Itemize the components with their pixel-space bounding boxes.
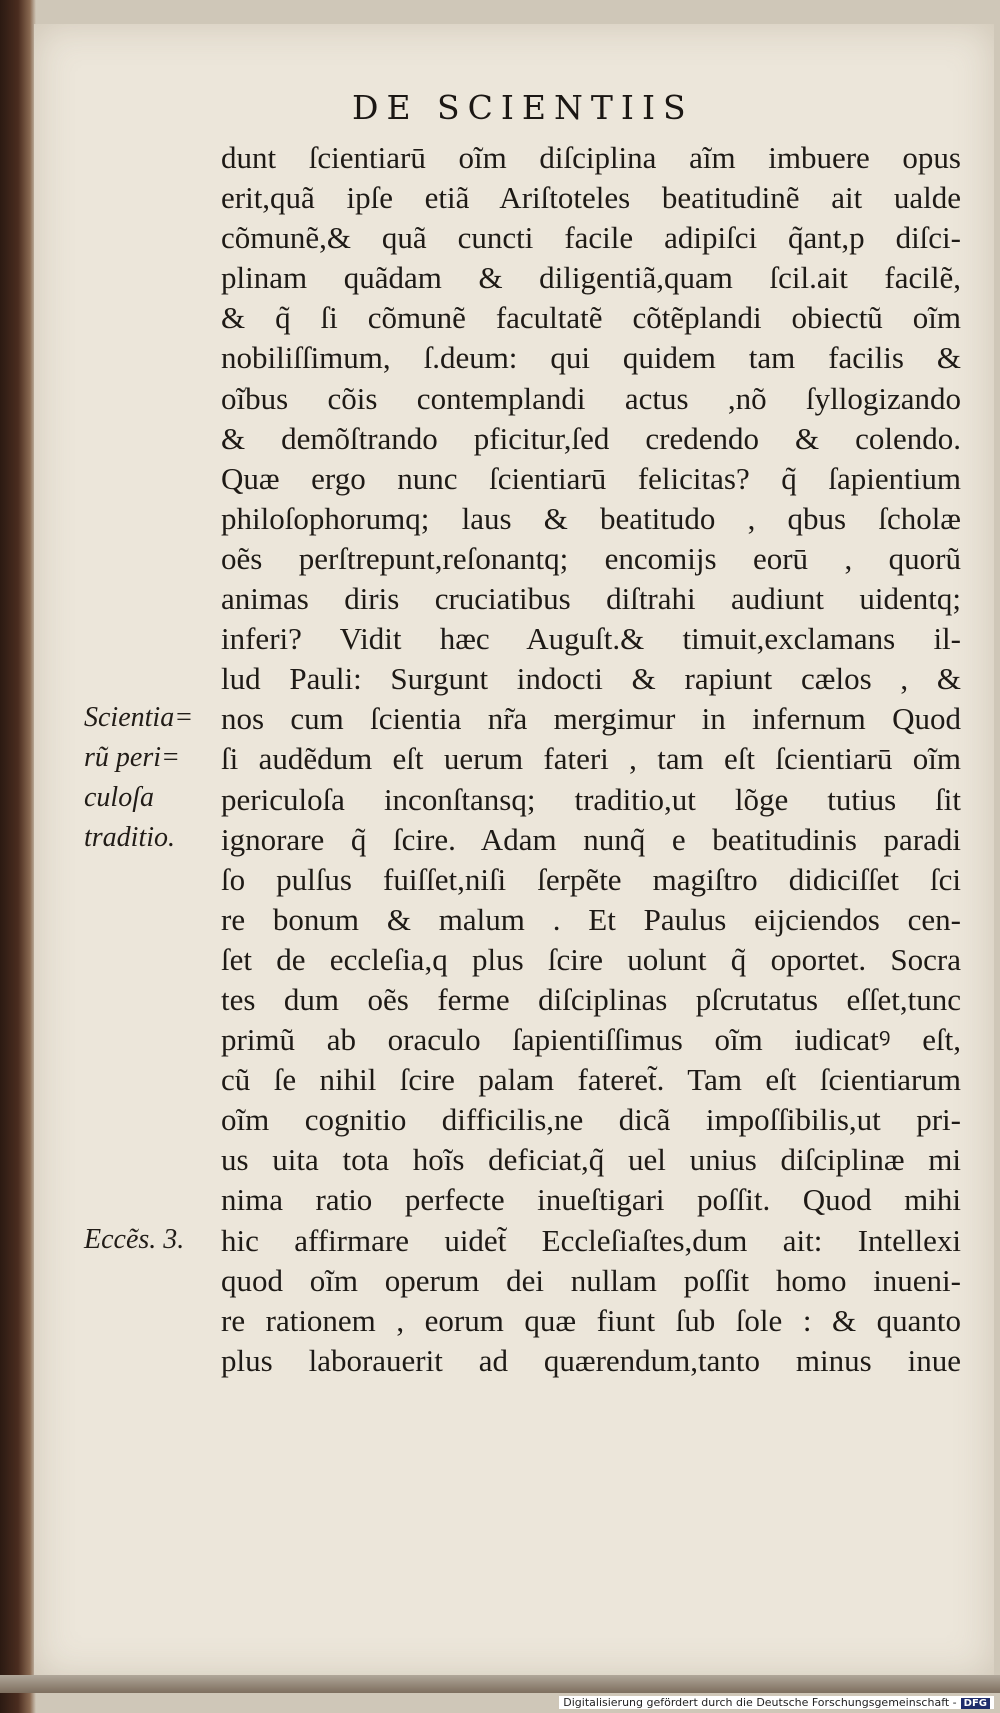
marginal-line: Scientia= bbox=[84, 702, 194, 733]
text-line: periculoſa inconſtansq; traditio,ut lõge tutius ſit bbox=[221, 781, 961, 817]
marginal-line: Eccẽs. 3. bbox=[84, 1224, 185, 1255]
text-line: oẽs perſtrepunt,reſonantq; encomijs eorū , quorũ bbox=[221, 540, 961, 576]
credit-text: Digitalisierung gefördert durch die Deutsche Forschungsgemeinschaft - bbox=[563, 1696, 957, 1709]
marginal-note-ecclesiastes bbox=[84, 1220, 184, 1260]
text-line: cõmunẽ,& quã cuncti facile adipiſci q̃ant,p diſci- bbox=[221, 220, 961, 256]
text-line: quod oĩm operum dei nullam poſſit homo inueni- bbox=[221, 1262, 961, 1298]
text-line: & q̃ ſi cõmunẽ facultatẽ cõtẽplandi obiectũ oĩm bbox=[221, 300, 961, 336]
text-line: ſet de eccleſia,q plus ſcire uolunt q̃ oportet. Socra bbox=[221, 941, 961, 977]
text-line: inferi? Vidit hæc Auguſt.& timuit,exclamans il- bbox=[221, 621, 961, 657]
text-line: plus laborauerit ad quærendum,tanto minus inue bbox=[221, 1342, 961, 1378]
text-line: erit,quã ipſe etiã Ariſtoteles beatitudinẽ ait ualde bbox=[221, 180, 961, 216]
text-line: Quæ ergo nunc ſcientiarū felicitas? q̃ ſapientium bbox=[221, 460, 961, 496]
digitization-credit bbox=[559, 1696, 994, 1709]
text-line: re rationem , eorum quæ fiunt ſub ſole : & quanto bbox=[221, 1302, 961, 1338]
marginal-line: rũ peri= bbox=[84, 742, 180, 773]
text-line: ſo pulſus fuiſſet,niſi ſerpẽte magiſtro didiciſſet ſci bbox=[221, 861, 961, 897]
text-line: re bonum & malum . Et Paulus eijciendos cen- bbox=[221, 901, 961, 937]
text-line: oĩbus cõis contemplandi actus ,nõ ſyllogizando bbox=[221, 380, 961, 416]
text-line: lud Pauli: Surgunt indocti & rapiunt cælos , & bbox=[221, 661, 961, 697]
marginal-line: culoſa bbox=[84, 782, 154, 813]
running-head: DE SCIENTIIS bbox=[352, 88, 694, 127]
text-line: philoſophorumq; laus & beatitudo , qbus ſcholæ bbox=[221, 500, 961, 536]
text-line: hic affirmare uidet̃ Eccleſiaſtes,dum ait: Intellexi bbox=[221, 1222, 961, 1258]
text-line: animas diris cruciatibus diſtrahi audiunt uidentq; bbox=[221, 581, 961, 617]
text-line: oĩm cognitio difficilis,ne dicã impoſſibilis,ut pri- bbox=[221, 1102, 961, 1138]
text-line: & demõſtrando pficitur,ſed credendo & colendo. bbox=[221, 420, 961, 456]
text-line: ſi audẽdum eſt uerum fateri , tam eſt ſcientiarū oĩm bbox=[221, 741, 961, 777]
marginal-line: traditio. bbox=[84, 822, 176, 853]
text-line: nobiliſſimum, ſ.deum: qui quidem tam facilis & bbox=[221, 340, 961, 376]
text-line: cũ ſe nihil ſcire palam fateret̃. Tam eſt ſcientiarum bbox=[221, 1062, 961, 1098]
text-line: plinam quãdam & diligentiã,quam ſcil.ait facilẽ, bbox=[221, 260, 961, 296]
text-line: tes dum oẽs ferme diſciplinas pſcrutatus eſſet,tunc bbox=[221, 981, 961, 1017]
text-line: primũ ab oraculo ſapientiſſimus oĩm iudicatꝰ eſt, bbox=[221, 1022, 961, 1058]
marginal-note-scientiarum bbox=[84, 698, 193, 858]
text-line: nima ratio perfecte inueſtigari poſſit. Quod mihi bbox=[221, 1182, 961, 1218]
text-line: us uita tota hoĩs deficiat,q̃ uel unius diſciplinæ mi bbox=[221, 1142, 961, 1178]
dfg-logo: DFG bbox=[961, 1698, 990, 1709]
text-line: ignorare q̃ ſcire. Adam nunq̃ e beatitudinis paradi bbox=[221, 821, 961, 857]
page-edge bbox=[0, 1675, 1000, 1693]
text-line: dunt ſcientiarū oĩm diſciplina aĩm imbuere opus bbox=[221, 140, 961, 175]
text-line: nos cum ſcientia nr̃a mergimur in infernum Quod bbox=[221, 701, 961, 737]
body-text bbox=[221, 138, 961, 1381]
